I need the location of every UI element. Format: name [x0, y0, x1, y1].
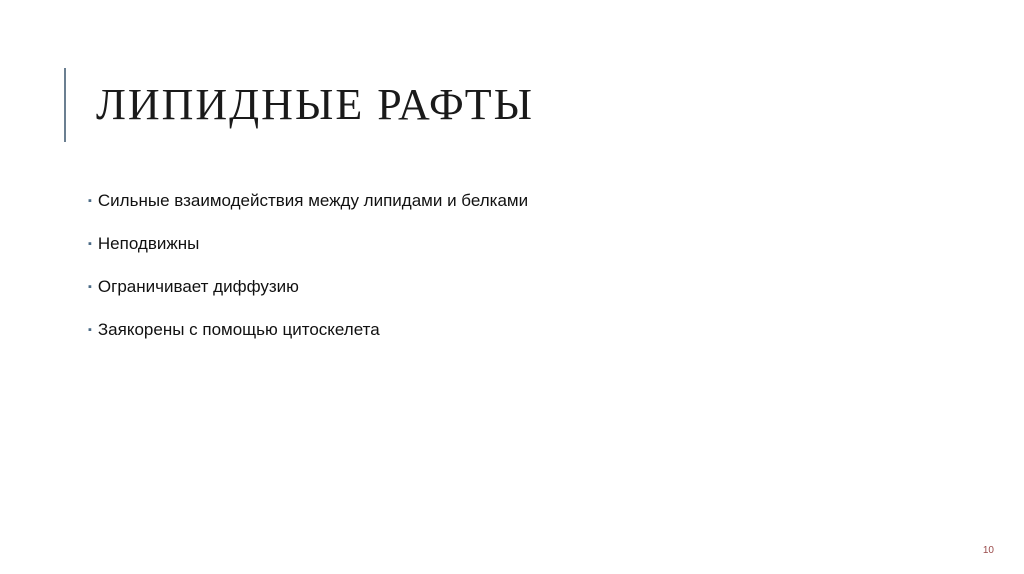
page-number: 10: [982, 545, 994, 556]
list-item-label: Сильные взаимодействия между липидами и белками: [97, 191, 529, 210]
square-bullet-icon: ▪: [88, 324, 92, 336]
square-bullet-icon: ▪: [88, 238, 92, 250]
title-accent-rule: [64, 68, 66, 142]
list-item-label: Ограничивает диффузию: [97, 277, 299, 296]
square-bullet-icon: ▪: [88, 281, 92, 293]
slide-title-block: [64, 68, 534, 142]
bullet-list: [88, 190, 908, 362]
list-item-label: Неподвижны: [97, 234, 200, 253]
list-item: [88, 233, 908, 255]
square-bullet-icon: ▪: [88, 195, 92, 207]
list-item: [88, 276, 908, 298]
list-item: [88, 190, 908, 212]
page-title: ЛИПИДНЫЕ РАФТЫ: [96, 80, 534, 129]
list-item: [88, 319, 908, 341]
list-item-label: Заякорены с помощью цитоскелета: [97, 320, 380, 339]
